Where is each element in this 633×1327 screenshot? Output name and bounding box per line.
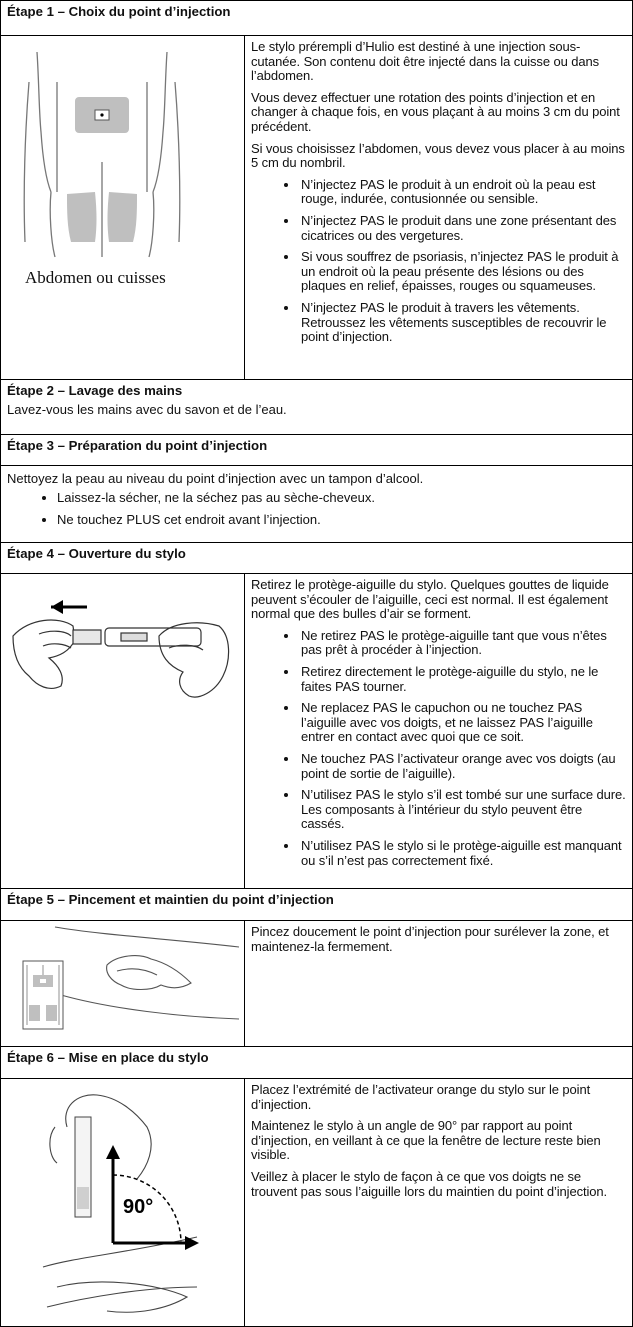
paragraph: Si vous choisissez l’abdomen, vous devez vous placer à au moins 5 cm du nombril.: [251, 140, 625, 171]
pinch-illustration-icon: [21, 925, 241, 1035]
paragraph: Retirez le protège-aiguille du stylo. Quelques gouttes de liquide peuvent s’écouler de l’aiguille, ceci est normal. Il est également normal que des bulles d’air se forment.: [251, 577, 609, 622]
step2-text: Lavez-vous les mains avec du savon et de l’eau.: [7, 402, 287, 417]
pen-placement-figure: [37, 1087, 217, 1319]
angle-label: 90°: [123, 1196, 154, 1218]
list-item: • N’utilisez PAS le stylo si le protège-aiguille est manquant ou s’il n’est pas correctement fixé.: [299, 839, 627, 868]
step6-title: Étape 6 – Mise en place du stylo: [1, 1046, 632, 1078]
step1-text: [251, 40, 627, 352]
column-divider: [244, 1079, 245, 1326]
list-item: • N’injectez PAS le produit dans une zone présentant des cicatrices ou des vergetures.: [299, 214, 627, 243]
paragraph: Maintenez le stylo à un angle de 90° par rapport au point d’injection, en veillant à ce que la fenêtre de lecture reste bien visible.: [251, 1118, 601, 1163]
step6-row: [1, 1078, 632, 1326]
list-item: • N’injectez PAS le produit à travers les vêtements. Retroussez les vêtements susceptibles de recouvrir le point d’injection.: [299, 301, 627, 345]
step4-text: [251, 578, 627, 875]
step5-text: [251, 925, 627, 961]
pen-cap-removal-figure: [9, 596, 234, 708]
step3-text: Nettoyez la peau au niveau du point d’injection avec un tampon d’alcool.: [7, 471, 424, 486]
column-divider: [244, 574, 245, 888]
list-item: • N’utilisez PAS le stylo s’il est tombé sur une surface dure. Les composants à l’intérieur du stylo peuvent être cassés.: [299, 788, 627, 832]
pinch-skin-figure: [21, 925, 241, 1035]
remove-cap-illustration-icon: [9, 596, 234, 708]
list-item: • Si vous souffrez de psoriasis, n’injectez PAS le produit à un endroit où la peau présente des lésions ou des plaques en relief, épaisses, rouges ou squameuses.: [299, 250, 627, 294]
paragraph: Pincez doucement le point d’injection pour surélever la zone, et maintenez-la fermement.: [251, 924, 609, 954]
list-item: • Retirez directement le protège-aiguille du stylo, ne le faites PAS tourner.: [299, 665, 627, 694]
list-item: • Ne replacez PAS le capuchon ou ne touchez PAS l’aiguille avec vos doigts, et ne laissez PAS l’aiguille entrer en contact avec quoi que ce soit.: [299, 701, 627, 745]
step5-row: [1, 920, 632, 1046]
step2-title: Étape 2 – Lavage des mains: [1, 379, 632, 400]
body-diagram-figure: [17, 42, 227, 342]
paragraph: Vous devez effectuer une rotation des points d’injection et en changer à chaque fois, en vous plaçant à au moins 3 cm du point précédent.: [251, 89, 620, 134]
column-divider: [244, 921, 245, 1046]
pen-90-degree-illustration-icon: [37, 1087, 217, 1319]
step5-title: Étape 5 – Pincement et maintien du point d’injection: [1, 888, 632, 920]
list-item: • N’injectez PAS le produit à un endroit où la peau est rouge, indurée, contusionnée ou sensible.: [299, 178, 627, 207]
step3-list: [7, 490, 632, 528]
step3-title: Étape 3 – Préparation du point d’injection: [1, 434, 632, 465]
step1-row: [1, 35, 632, 379]
step3-block: [1, 465, 632, 542]
figure-caption: Abdomen ou cuisses: [25, 268, 166, 287]
list-item: • Ne retirez PAS le protège-aiguille tant que vous n’êtes pas prêt à procéder à l’injection.: [299, 629, 627, 658]
step4-row: [1, 573, 632, 888]
step4-title: Étape 4 – Ouverture du stylo: [1, 542, 632, 573]
warning-list: [251, 178, 627, 345]
list-item: • Laissez-la sécher, ne la séchez pas au sèche-cheveux.: [57, 490, 632, 506]
body-outline-icon: [17, 42, 227, 342]
column-divider: [244, 36, 245, 379]
step6-text: [251, 1083, 627, 1206]
list-item: • Ne touchez PLUS cet endroit avant l’injection.: [57, 512, 632, 528]
paragraph: Veillez à placer le stylo de façon à ce que vos doigts ne se trouvent pas sous l’aiguille lors du maintien du point d’injection.: [251, 1168, 608, 1199]
list-item: • Ne touchez PAS l’activateur orange avec vos doigts (au point de sortie de l’aiguille).: [299, 752, 627, 781]
step1-title: Étape 1 – Choix du point d’injection: [7, 4, 231, 19]
paragraph: Le stylo prérempli d’Hulio est destiné à une injection sous-cutanée. Son contenu doit être injecté dans la cuisse ou dans l’abdomen.: [251, 39, 600, 84]
warning-list: [251, 629, 627, 868]
paragraph: Placez l’extrémité de l’activateur orange du stylo sur le point d’injection.: [251, 1082, 591, 1112]
